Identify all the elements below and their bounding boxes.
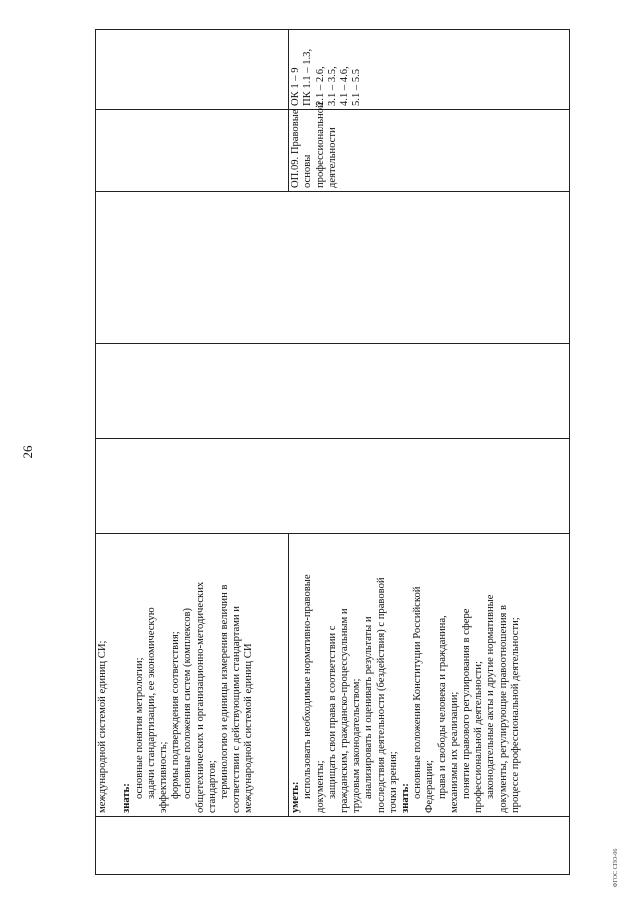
rotated-table-wrapper xyxy=(95,30,570,875)
competencies-line: 2.1 – 2.6, xyxy=(314,66,326,106)
discipline-cell xyxy=(289,102,570,192)
page-number: 26 xyxy=(20,445,35,459)
block2-line: механизмы их реализации; xyxy=(448,691,460,813)
block1-line: задачи стандартизации, ее экономическую xyxy=(145,607,157,799)
block2-line: документы, регулирующие правоотношения в xyxy=(497,604,509,813)
block2-line: знать: xyxy=(400,783,412,813)
block1-line xyxy=(109,537,121,813)
block1-line: эффективность; xyxy=(158,741,170,813)
discipline-line: ОП.09. Правовые xyxy=(290,109,302,188)
block2-line: анализировать и оценивать результаты и xyxy=(363,616,375,799)
block2-line: использовать необходимые нормативно-правовые xyxy=(302,574,314,799)
discipline-empty-top xyxy=(96,110,289,192)
discipline-line: деятельности xyxy=(326,127,338,188)
block1-line: стандартов; xyxy=(206,760,218,813)
competencies-empty-top xyxy=(96,30,289,110)
block1-line: основные положения систем (комплексов) xyxy=(182,607,194,799)
block2-line: точки зрения; xyxy=(387,751,399,813)
competency-codes xyxy=(289,30,364,109)
discipline-line: профессиональной xyxy=(314,102,326,188)
empty-cell xyxy=(96,192,570,344)
block1-line: международной системой единиц СИ; xyxy=(97,640,108,813)
block2-line: основные положения Конституции Российской xyxy=(412,586,424,799)
discipline-line: основы xyxy=(302,154,314,188)
block2-line: понятие правового регулирования в сфере xyxy=(461,608,473,799)
block1-line: основные понятия метрологии; xyxy=(133,657,145,799)
legal-text-block xyxy=(289,534,523,816)
block2-line: Федерации; xyxy=(424,760,436,813)
footer-text: ФГОС СПО-06 xyxy=(613,848,619,888)
block1-line: международной системой единиц СИ xyxy=(243,643,255,813)
block1-line: соответствии с действующими стандартами и xyxy=(231,606,243,813)
block2-line: профессиональной деятельности; xyxy=(473,661,485,813)
block2-line: процессе профессиональной деятельности; xyxy=(509,617,521,813)
metrology-text-block xyxy=(96,534,257,816)
block1-line: знать: xyxy=(121,783,133,813)
curriculum-table xyxy=(95,29,570,875)
max-load-cell xyxy=(96,439,570,534)
discipline-name xyxy=(289,102,340,191)
content-cell-legal xyxy=(289,534,570,817)
block1-line: терминологию и единицы измерения величин в xyxy=(219,584,231,799)
block2-line: уметь: xyxy=(290,781,302,813)
block2-line: документы; xyxy=(314,760,326,813)
block2-line: защищать свои права в соответствии с xyxy=(326,625,338,799)
content-cell-metrology xyxy=(96,534,289,817)
competencies-line: 4.1 – 4.6, xyxy=(339,66,351,106)
block2-line: законодательные акты и другие нормативные xyxy=(485,594,497,799)
competencies-line: ОК 1 – 9 xyxy=(290,67,302,106)
hours-cell xyxy=(96,344,570,439)
block2-line: права и свободы человека и гражданина, xyxy=(436,615,448,799)
competencies-line: 5.1 – 5.5 xyxy=(351,68,363,106)
competencies-line: 3.1 – 3.5, xyxy=(326,66,338,106)
block2-line: трудовым законодательством; xyxy=(351,678,363,813)
competencies-cell xyxy=(289,30,570,110)
block2-line: гражданским, гражданско-процессуальным и xyxy=(339,608,351,813)
competencies-line: ПК 1.1 – 1.3, xyxy=(302,48,314,106)
block2-line: последствия деятельности (бездействия) с правовой xyxy=(375,577,387,813)
block1-line: общетехнических и организационно-методических xyxy=(194,581,206,813)
block1-line: формы подтверждения соответствия; xyxy=(170,631,182,799)
index-column xyxy=(96,817,570,875)
